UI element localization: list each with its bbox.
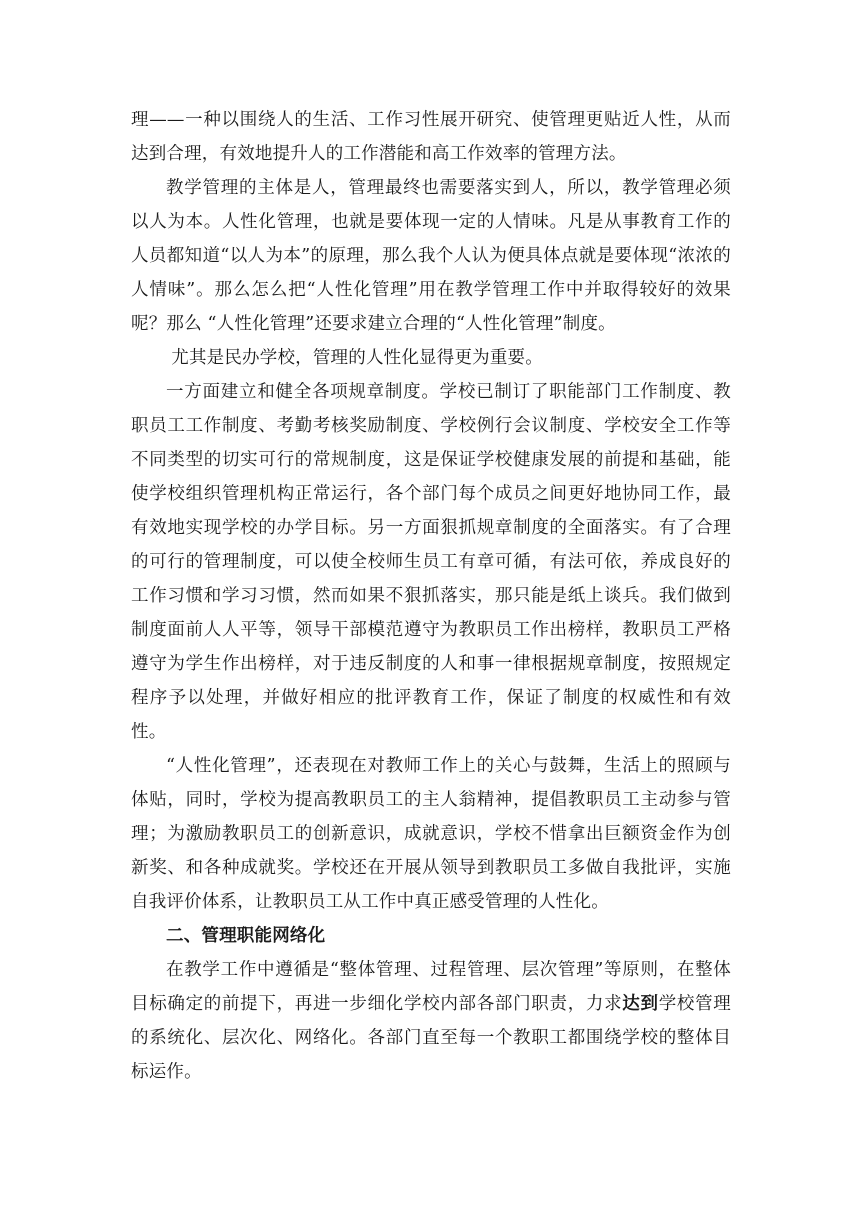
document-body xyxy=(131,103,731,1089)
paragraph-network-text-a: 在教学工作中遵循是“整体管理、过程管理、层次管理”等原则，在整体目标确定的前提下，再进一步细化学校内部各部门职责，力求 xyxy=(131,960,731,1014)
paragraph-private-school: 尤其是民办学校，管理的人性化显得更为重要。 xyxy=(171,348,543,368)
paragraph-humanized-care: “人性化管理”，还表现在对教师工作上的关心与鼓舞，生活上的照顾与体贴，同时，学校为提高教职员工的主人翁精神，提倡教职员工主动参与管理；为激励教职员工的创新意识，成就意识，学校不惜拿出巨额资金作为创新奖、和各种成就奖。学校还在开展从领导到教职员工多做自我批评，实施自我评价体系，让教职员工从工作中真正感受管理的人性化。 xyxy=(131,756,731,912)
paragraph-management-subject: 教学管理的主体是人，管理最终也需要落实到人，所以，教学管理必须以人为本。人性化管理，也就是要体现一定的人情味。凡是从事教育工作的人员都知道“以人为本”的原理，那么我个人认为便具体点就是要体现“浓浓的人情味”。那么怎么把“人性化管理”用在教学管理工作中并取得较好的效果呢？那么 “人性化管理”还要求建立合理的“人性化管理”制度。 xyxy=(131,178,731,334)
section-heading-network: 二、管理职能网络化 xyxy=(166,926,326,946)
paragraph-network-principles xyxy=(131,953,731,1089)
paragraph-continuation: 理——一种以围绕人的生活、工作习性展开研究、使管理更贴近人性，从而达到合理，有效地提升人的工作潜能和高工作效率的管理方法。 xyxy=(131,110,731,164)
paragraph-network-text-b: 学校管理的系统化、层次化、网络化。各部门直至每一个教职工都围绕学校的整体目标运作。 xyxy=(131,994,731,1082)
paragraph-network-emphasis: 达到 xyxy=(622,994,659,1014)
paragraph-rules-system: 一方面建立和健全各项规章制度。学校已制订了职能部门工作制度、教职员工工作制度、考勤考核奖励制度、学校例行会议制度、学校安全工作等不同类型的切实可行的常规制度，这是保证学校健康发展的前提和基础，能使学校组织管理机构正常运行，各个部门每个成员之间更好地协同工作，最有效地实现学校的办学目标。另一方面狠抓规章制度的全面落实。有了合理的可行的管理制度，可以使全校师生员工有章可循，有法可依，养成良好的工作习惯和学习习惯，然而如果不狠抓落实，那只能是纸上谈兵。我们做到制度面前人人平等，领导干部模范遵守为教职员工作出榜样，教职员工严格遵守为学生作出榜样，对于违反制度的人和事一律根据规章制度，按照规定程序予以处理，并做好相应的批评教育工作，保证了制度的权威性和有效性。 xyxy=(131,382,731,742)
